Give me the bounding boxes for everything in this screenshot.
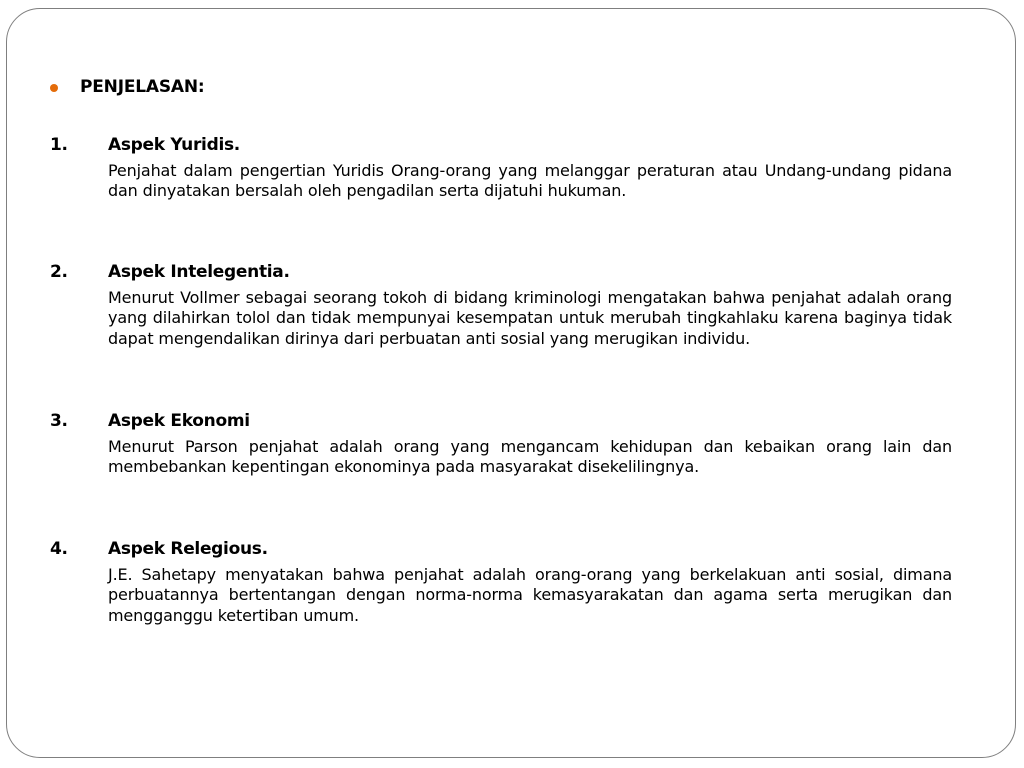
section-header [50, 133, 952, 157]
section-title: Aspek Ekonomi [108, 411, 250, 431]
section-header [50, 537, 952, 561]
section-title: Aspek Yuridis. [108, 135, 240, 155]
section-number: 1. [50, 135, 68, 155]
section-title: Aspek Relegious. [108, 539, 268, 559]
section-body: Menurut Vollmer sebagai seorang tokoh di bidang kriminologi mengatakan bahwa penjahat adalah orang yang dilahirkan tolol dan tidak mempunyai kesempatan untuk merubah tingkahlaku karena baginya tidak dapat mengendalikan dirinya dari perbuatan anti sosial yang merugikan individu. [108, 288, 952, 348]
section-body: J.E. Sahetapy menyatakan bahwa penjahat adalah orang-orang yang berkelakuan anti sosial, dimana perbuatannya bertentangan dengan norma-norma kemasyarakatan dan agama serta merugikan dan mengganggu ketertiban umum. [108, 565, 952, 625]
section-number: 2. [50, 262, 68, 282]
section-header [50, 409, 952, 433]
section-number: 3. [50, 411, 68, 431]
section-title: Aspek Intelegentia. [108, 262, 290, 282]
heading-row [50, 74, 204, 100]
slide-heading: PENJELASAN: [80, 77, 205, 97]
slide-frame [6, 8, 1016, 758]
section-body: Menurut Parson penjahat adalah orang yang mengancam kehidupan dan kebaikan orang lain dan membebankan kepentingan ekonominya pada masyarakat disekelilingnya. [108, 437, 952, 477]
section-header [50, 260, 952, 284]
section-number: 4. [50, 539, 68, 559]
section-aspek-ekonomi [50, 409, 952, 478]
section-aspek-intelegentia [50, 260, 952, 349]
section-body: Penjahat dalam pengertian Yuridis Orang-orang yang melanggar peraturan atau Undang-undang pidana dan dinyatakan bersalah oleh pengadilan serta dijatuhi hukuman. [108, 161, 952, 201]
section-aspek-relegious [50, 537, 952, 626]
section-aspek-yuridis [50, 133, 952, 202]
bullet-dot-icon [50, 84, 58, 92]
